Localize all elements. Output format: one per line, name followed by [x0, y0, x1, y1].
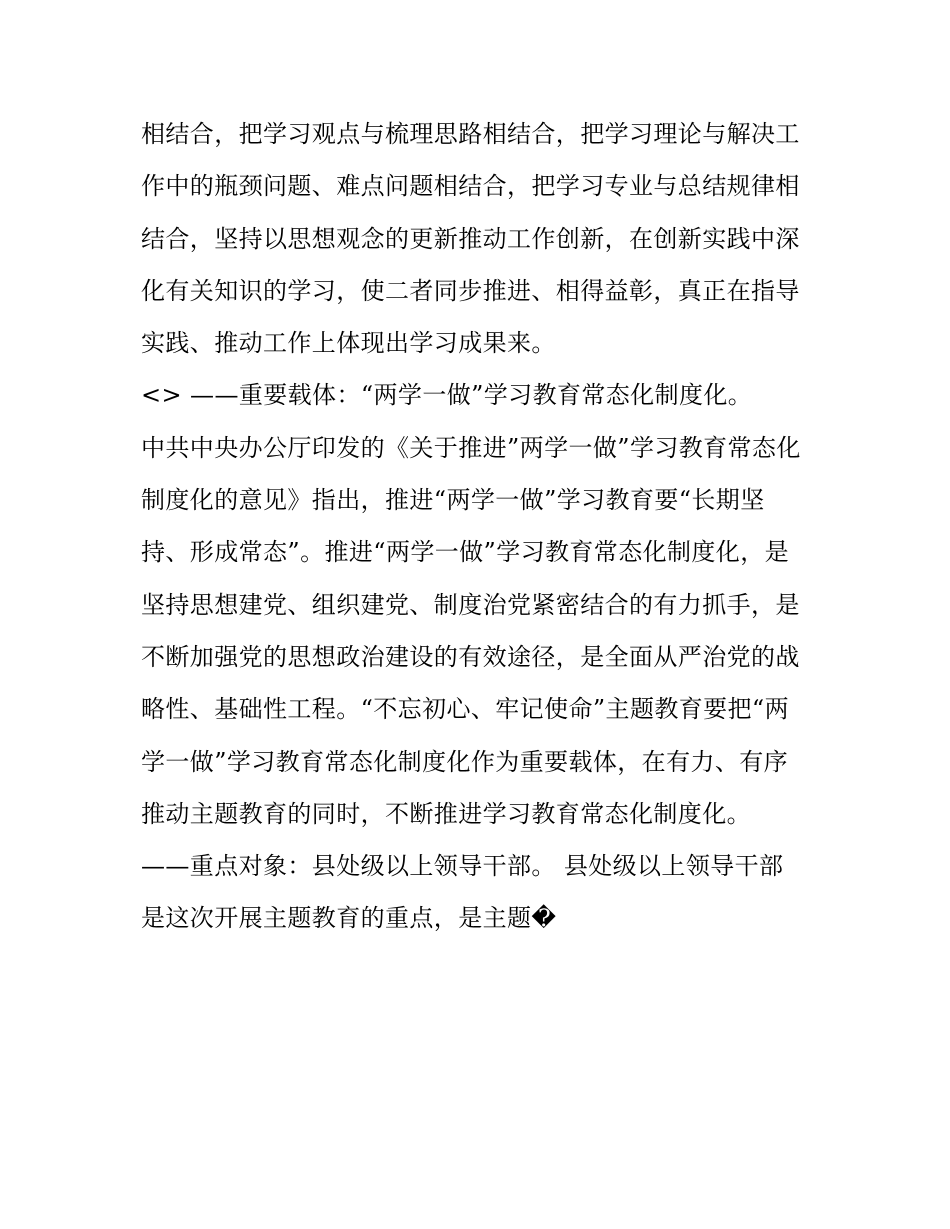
text-line: 是这次开展主题教育的重点，是主题� — [141, 904, 557, 933]
text-line: 实践、推动工作上体现出学习成果来。 — [141, 329, 556, 358]
text-line: 持、形成常态”。推进“两学一做”学习教育常态化制度化，是 — [141, 538, 790, 567]
text-line: 化有关知识的学习，使二者同步推进、相得益彰，真正在指导 — [141, 276, 800, 305]
text-line: 略性、基础性工程。“不忘初心、牢记使命”主题教育要把“两 — [141, 695, 790, 724]
text-line: 结合，坚持以思想观念的更新推动工作创新，在创新实践中深 — [141, 224, 800, 253]
text-line: 相结合，把学习观点与梳理思路相结合，把学习理论与解决工 — [141, 120, 800, 148]
section-heading-line: ——重点对象：县处级以上领导干部。 县处级以上领导干部 — [141, 852, 784, 881]
section-heading-line: <> ——重要载体：“两学一做”学习教育常态化制度化。 — [141, 381, 753, 410]
body-text — [141, 108, 821, 945]
text-line: 学一做”学习教育常态化制度化作为重要载体，在有力、有序 — [141, 747, 789, 776]
text-line: 制度化的意见》指出，推进“两学一做”学习教育要“长期坚 — [141, 486, 765, 515]
text-line: 推动主题教育的同时，不断推进学习教育常态化制度化。 — [141, 799, 751, 828]
text-line: 不断加强党的思想政治建设的有效途径，是全面从严治党的战 — [141, 642, 800, 671]
text-line: 作中的瓶颈问题、难点问题相结合，把学习专业与总结规律相 — [141, 172, 800, 201]
text-line: 中共中央办公厅印发的《关于推进”两学一做”学习教育常态化 — [141, 433, 801, 462]
text-line: 坚持思想建党、组织建党、制度治党紧密结合的有力抓手，是 — [141, 590, 800, 619]
